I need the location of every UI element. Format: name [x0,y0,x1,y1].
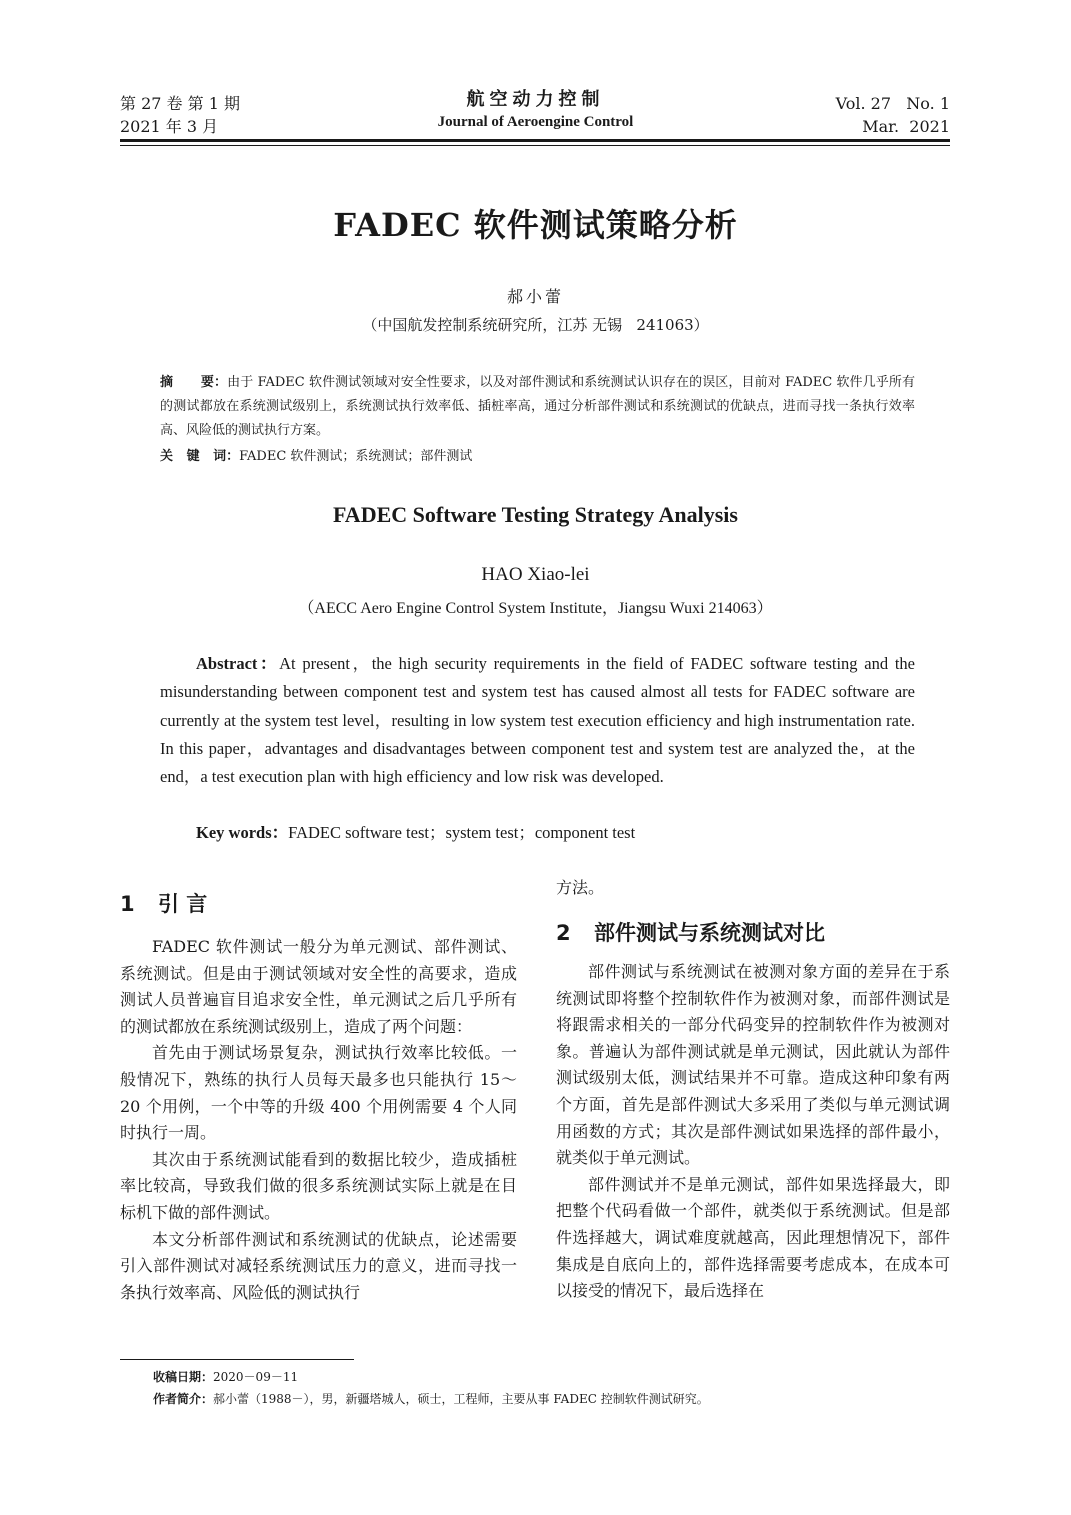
header-rule-thick [120,139,950,142]
author-bio-note [153,1389,953,1409]
received-date-note [153,1367,953,1387]
section-2-heading [556,917,825,947]
section-1-heading [120,888,207,918]
journal-issue-info-en [836,92,950,138]
en-abstract-label: Abstract： [196,654,280,673]
cn-abstract-text: 由于 FADEC 软件测试领域对安全性要求，以及对部件测试和系统测试认识存在的误区，目前对 FADEC 软件几乎所有的测试都放在系统测试级别上，系统测试执行效率低、插桩率高，通过分析部件测试和系统测试的优缺点，进而寻找一条执行效率高、风险低的测试执行方案。 [160,375,915,438]
en-affiliation: （AECC Aero Engine Control System Institute，Jiangsu Wuxi 214063） [298,600,773,617]
paragraph: 部件测试并不是单元测试，部件如果选择最大，即把整个代码看做一个部件，就类似于系统测试。但是部件选择越大，调试难度就越高，因此理想情况下，部件集成是自底向上的，部件选择需要考虑成本，在成本可以接受的情况下，最后选择在 [556,1174,950,1301]
publication-date-en: Mar. 2021 [862,117,950,136]
cn-abstract [160,371,915,443]
en-abstract [160,650,915,791]
en-keywords [196,819,915,847]
cn-abstract-label: 摘 要： [160,375,228,390]
right-column-body [556,959,950,1305]
section-1-title: 引 言 [158,892,208,916]
paragraph: 其次由于系统测试能看到的数据比较少，造成插桩率比较高，导致我们做的很多系统测试实际上就是在目标机下做的部件测试。 [120,1149,517,1222]
author-name: 郝小蕾 [506,287,564,306]
paragraph: FADEC 软件测试一般分为单元测试、部件测试、系统测试。但是由于测试领域对安全性的高要求，造成测试人员普遍盲目追求安全性，单元测试之后几乎所有的测试都放在系统测试级别上，造成了两个问题： [120,937,517,1036]
paragraph: 本文分析部件测试和系统测试的优缺点，论述需要引入部件测试对减轻系统测试压力的意义，进而寻找一条执行效率高、风险低的测试执行 [120,1229,517,1302]
left-column-body [120,934,517,1306]
footnote-rule [120,1359,354,1360]
author-bio: 郝小蕾（1988－），男，新疆塔城人，硕士，工程师，主要从事 FADEC 控制软件测试研究。 [213,1392,709,1406]
publication-date: 2021 年 3 月 [120,117,219,136]
author-affiliation: （中国航发控制系统研究所，江苏 无锡 241063） [362,316,709,334]
cn-keywords-label: 关 键 词： [160,449,240,464]
journal-name-cn: 航空动力控制 [466,89,605,110]
section-1-continued: 方法。 [556,878,605,897]
section-2-number: 2 [556,921,571,945]
en-title: FADEC Software Testing Strategy Analysis [333,502,738,527]
cn-keywords [160,445,915,469]
en-keywords-label: Key words： [196,823,289,842]
en-author: HAO Xiao-lei [481,564,590,585]
section-1-number: 1 [120,892,135,916]
volume-issue: 第 27 卷 第 1 期 [120,94,240,113]
paragraph: 首先由于测试场景复杂，测试执行效率比较低。一般情况下，熟练的执行人员每天最多也只能执行 15～20 个用例，一个中等的升级 400 个用例需要 4 个人同时执行一周。 [120,1043,517,1143]
received-date: 2020－09－11 [213,1370,299,1384]
header-rule-thin [120,145,950,146]
cn-keywords-text: FADEC 软件测试；系统测试；部件测试 [239,449,473,464]
journal-name-en: Journal of Aeroengine Control [437,114,634,130]
author-bio-label: 作者简介： [153,1392,214,1406]
paragraph: 部件测试与系统测试在被测对象方面的差异在于系统测试即将整个控制软件作为被测对象，而部件测试是将跟需求相关的一部分代码变异的控制软件作为被测对象。普遍认为部件测试就是单元测试，因此就认为部件测试级别太低，测试结果并不可靠。造成这种印象有两个方面，首先是部件测试大多采用了类似与单元测试调用函数的方式；其次是部件测试如果选择的部件最小，就类似于单元测试。 [556,962,950,1168]
en-abstract-text: At present，the high security requirements in the field of FADEC software testing and the misunderstanding between component test and system test has caused almost all tests for FADEC software are currently at the system test level，resulting in low system test execution efficiency and high instrumentation rate. In this paper，advantages and disadvantages between component test and system test are analyzed the，at the end，a test execution plan with high efficiency and low risk was developed. [160,654,915,787]
paper-title: FADEC 软件测试策略分析 [333,206,738,244]
volume-issue-en: Vol. 27 No. 1 [835,94,950,113]
en-keywords-text: FADEC software test；system test；component test [288,823,636,842]
section-2-title: 部件测试与系统测试对比 [594,921,825,945]
received-date-label: 收稿日期： [153,1370,214,1384]
